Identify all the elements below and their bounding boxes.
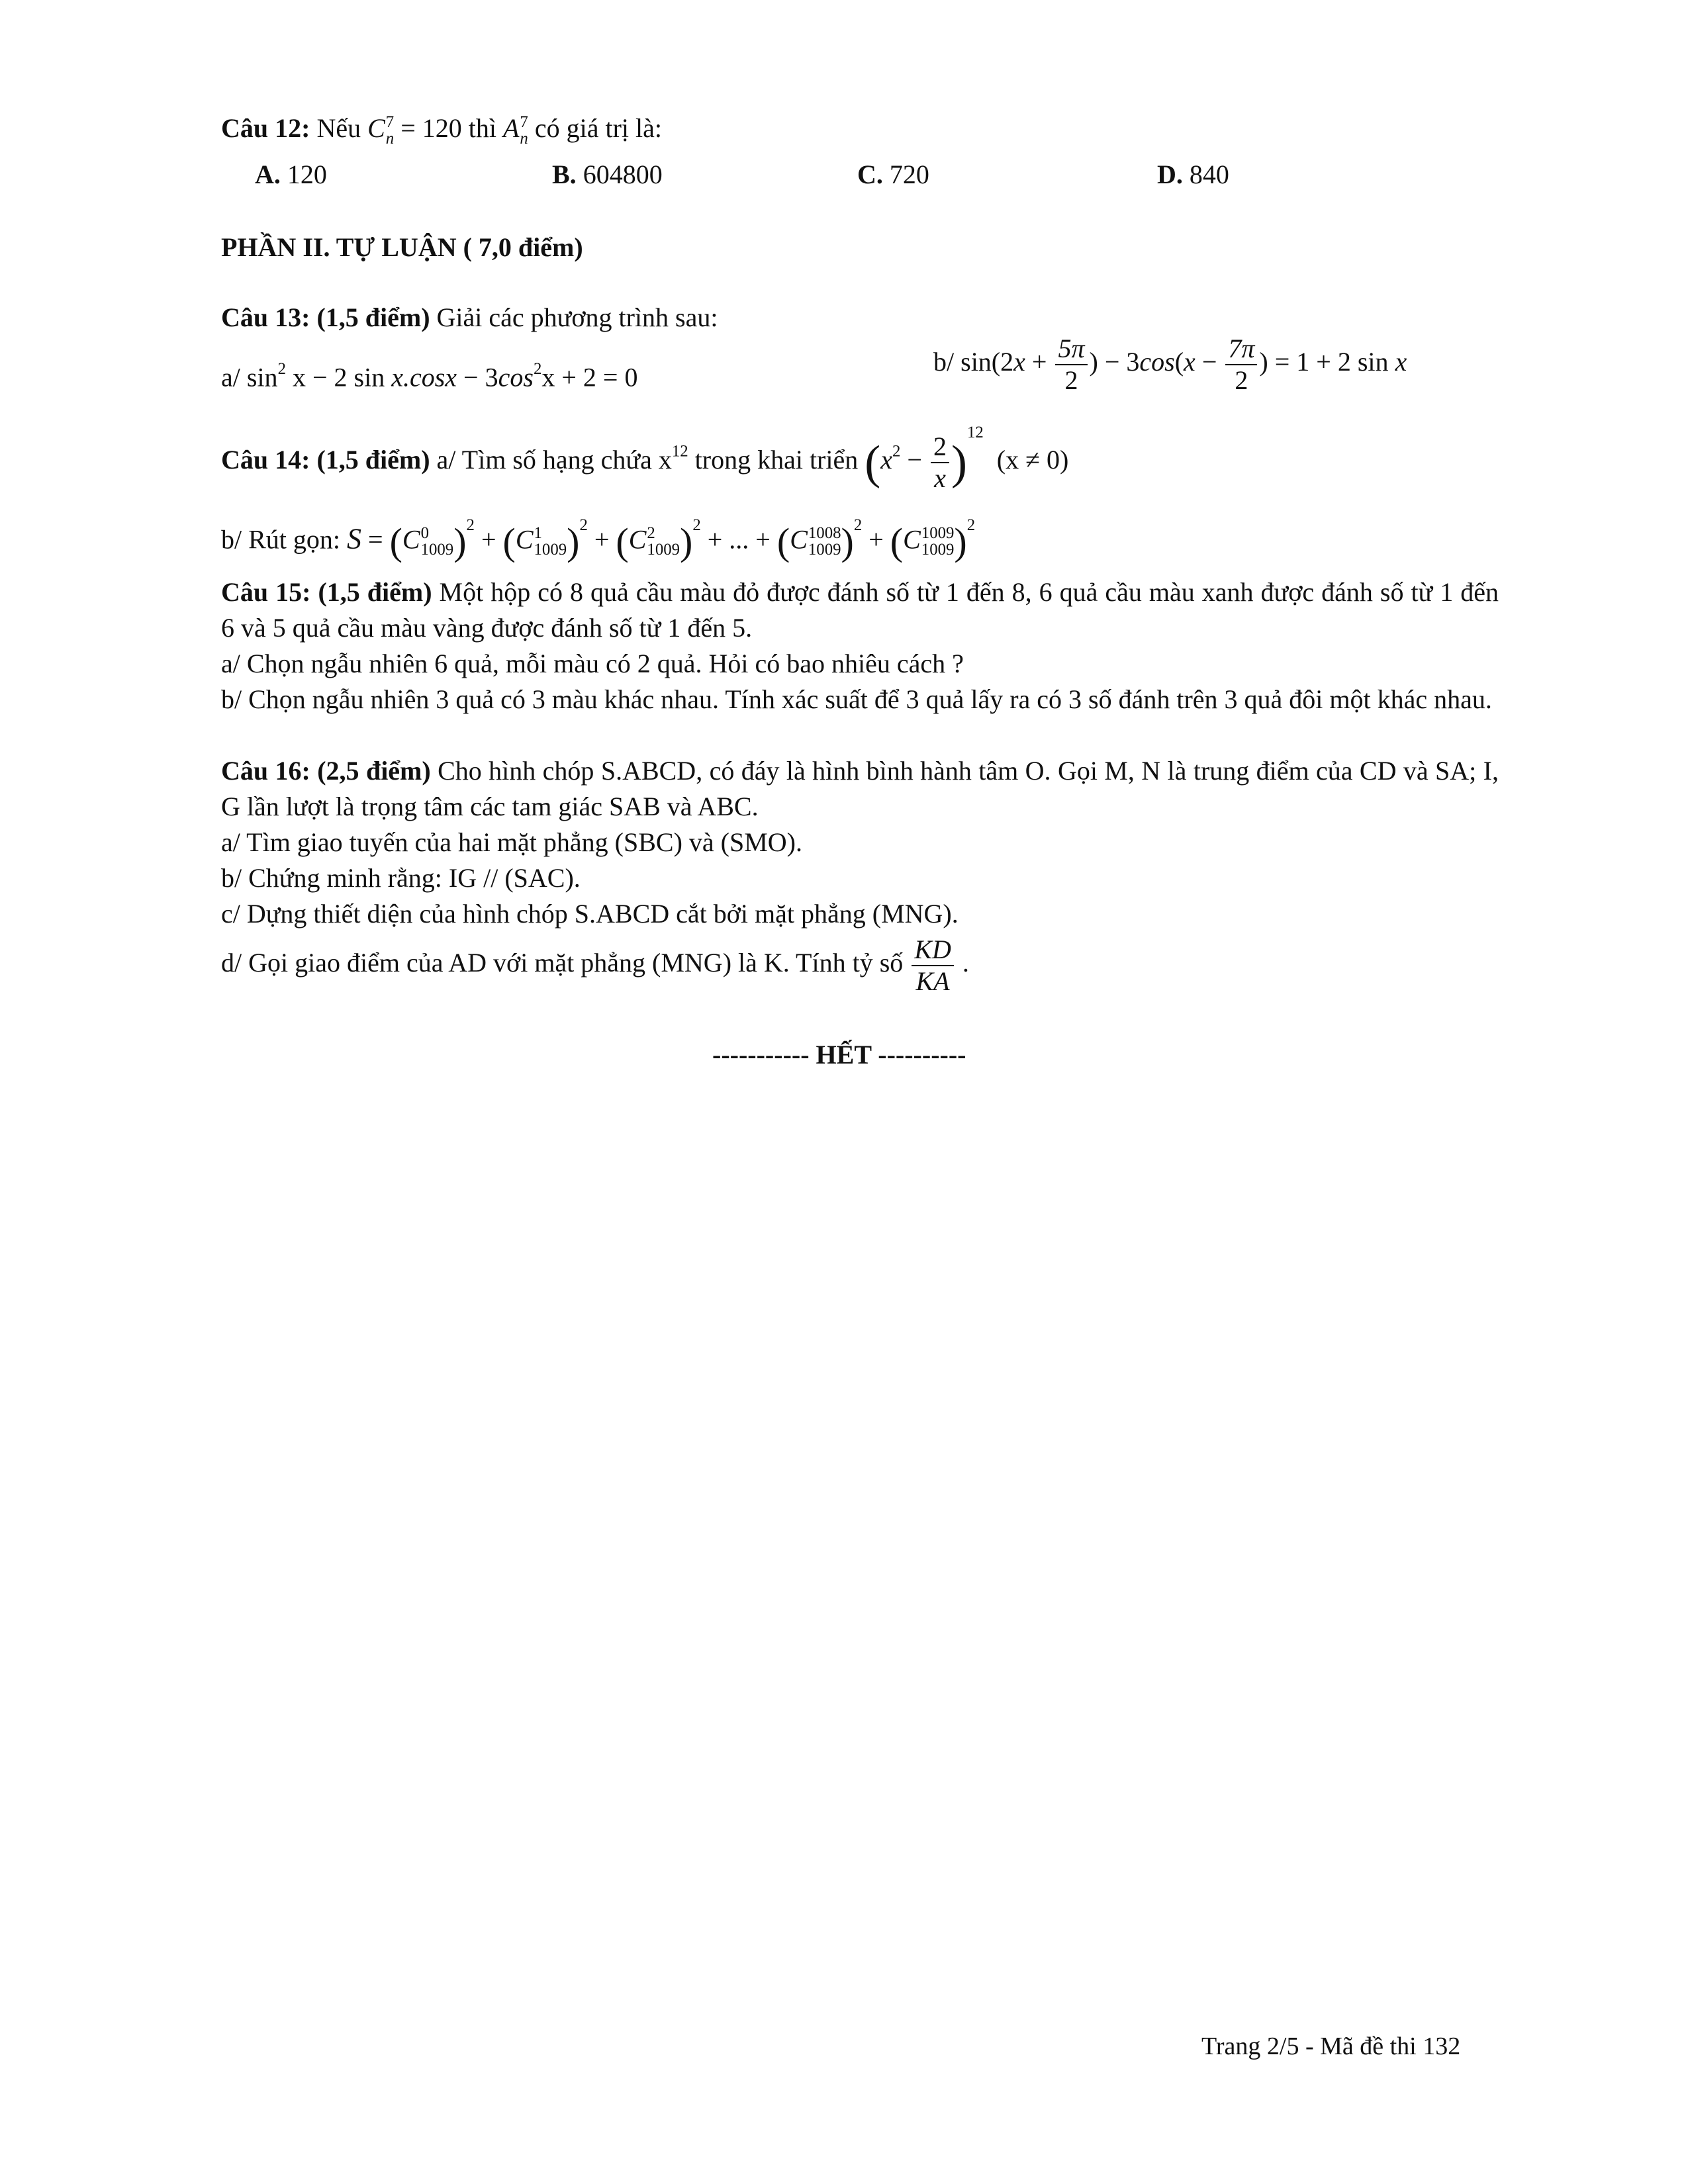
q13-part-a: a/ $\sin^2 x - 2$ $\sin x.\cos x - 3\cos^2x + 2 = 0$ [221,360,638,392]
part2-title: PHẦN II. TỰ LUẬN ( 7,0 điểm) [221,232,583,262]
q15-paragraph [221,574,1499,646]
q16-d-frac: $\frac{KD}{KA}$ [912,934,954,997]
q14-term-4: 1009 1009 [921,524,955,559]
q12-option-a: A. 120 [255,159,327,189]
q16-part-c: c/ Dựng thiết diện của hình chóp S.ABCD cắt bởi mặt phẳng (MNG). [221,899,959,929]
q16-text: Cho hình chóp S.ABCD, có đáy là hình bình hành tâm O. Gọi M, N là trung điểm của CD và SA; I, G lần lượt là trọng tâm các tam giác SAB và ABC. [221,756,1499,821]
q15-label: Câu 15: (1,5 điểm) [221,577,432,607]
q13-b-frac2: $\frac{7\pi}{2}$ [1225,334,1257,396]
q12-a-index: 7 n [520,113,528,148]
q14-term-0: 0 1009 [420,524,454,559]
q14-part-a: Câu 14: (1,5 điểm) a/ Tìm số hạng chứa $x^{12}$ trong khai triển ($x^2$ − $\frac{2}{x}$ )$^{12}$ (x ≠ 0) [221,424,1069,493]
q14-part-b: b/ Rút gọn: S = (C 0 1009 )$^2$ + (C 1 1009 )$^2$ + (C 2 1009 )$^2$ + ... + (C 1008 1009 )$^2$ + (C 1009 1009 )$^2$ [221,516,976,564]
q14-term-1: 1 1009 [534,524,567,559]
q13-label: Câu 13: (1,5 điểm) [221,302,430,332]
q12-text3: có giá trị là: [528,113,662,143]
q14-label: Câu 14: (1,5 điểm) [221,445,430,475]
q16-part-b: b/ Chứng minh rằng: IG // (SAC). [221,863,581,893]
q12-option-b: B. 604800 [552,159,663,189]
q12-question [221,114,662,148]
q12-label: Câu 12: [221,113,310,143]
q12-text1: Nếu [310,113,368,143]
page-footer: Trang 2/5 - Mã đề thi 132 [1201,2032,1461,2060]
q12-c-index: 7 n [385,113,395,148]
q15-part-b: b/ Chọn ngẫu nhiên 3 quả có 3 màu khác nhau. Tính xác suất để 3 quả lấy ra có 3 số đánh trên 3 quả đôi một khác nhau. [221,684,1492,714]
q12-option-c: C. 720 [857,159,929,189]
q15-part-a: a/ Chọn ngẫu nhiên 6 quả, mỗi màu có 2 quả. Hỏi có bao nhiêu cách ? [221,649,964,678]
q14-close-paren: ) [951,435,967,489]
q13-part-b: b/ sin(2x + $\frac{5\pi}{2}$ ) − 3cos(x − $\frac{7\pi}{2}$ ) = 1 + 2 sin x [933,334,1407,395]
q12-eq: = 120 [394,113,469,143]
q14-open-paren: ( [865,435,881,489]
q12-c-base: C [367,113,385,143]
q12-text2: thì [468,113,503,143]
q14-term-3: 1008 1009 [808,524,841,559]
q13-question [221,303,718,332]
q12-option-d: D. 840 [1157,159,1229,189]
q15-text: Một hộp có 8 quả cầu màu đỏ được đánh số từ 1 đến 8, 6 quả cầu màu xanh được đánh số từ 1 đến 6 và 5 quả cầu màu vàng được đánh số từ 1 đến 5. [221,577,1499,643]
q16-paragraph [221,753,1499,825]
end-mark: ----------- HẾT ---------- [712,1040,966,1069]
q16-part-d: d/ Gọi giao điểm của AD với mặt phẳng (MNG) là K. Tính tỷ số $\frac{KD}{KA}$ . [221,934,969,996]
q13-b-frac1: $\frac{5\pi}{2}$ [1055,334,1087,396]
q14-frac: $\frac{2}{x}$ [931,432,949,494]
q12-a-base: A [502,113,520,143]
q13-text: Giải các phương trình sau: [430,302,718,332]
q14-term-2: 2 1009 [647,524,680,559]
q16-part-a: a/ Tìm giao tuyến của hai mặt phẳng (SBC) và (SMO). [221,827,802,857]
q16-label: Câu 16: (2,5 điểm) [221,756,431,786]
